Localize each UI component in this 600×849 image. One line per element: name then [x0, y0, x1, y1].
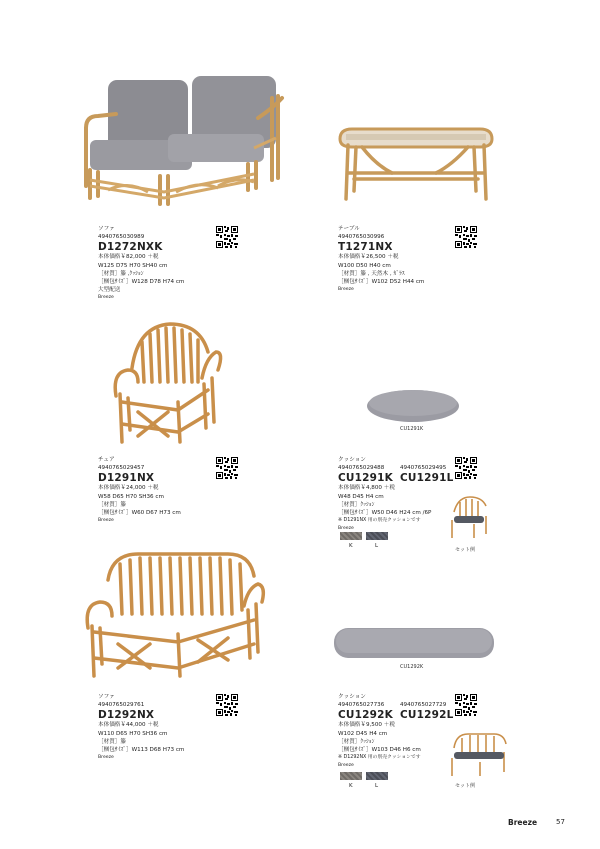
product-category: テーブル — [338, 226, 360, 232]
delivery-note: 大型配送 — [98, 287, 121, 294]
color-swatch-l[interactable] — [366, 532, 388, 540]
price: 本体価格￥26,500 ＋税 — [338, 254, 399, 261]
model-number-k: CU1291K — [338, 472, 393, 485]
pack-size: ［梱包ｻｲｽﾞ］W60 D67 H73 cm — [98, 510, 181, 517]
set-example-sofa-image — [446, 730, 510, 778]
pack-size: ［梱包ｻｲｽﾞ］W128 D78 H74 cm — [98, 279, 185, 286]
model-number: D1292NX — [98, 709, 155, 722]
cushion-cu1291k-image — [364, 388, 462, 424]
set-example-label: セット例 — [455, 547, 476, 553]
pack-size: ［梱包ｻｲｽﾞ］W102 D52 H44 cm — [338, 279, 425, 286]
price: 本体価格￥4,800 ＋税 — [338, 485, 395, 492]
cushion-note: ※ D1291NX 用の別売クッションです — [338, 518, 421, 524]
size: W48 D45 H4 cm — [338, 493, 384, 500]
product-spec-table-t1271nx — [338, 225, 424, 294]
product-spec-cushion-cu1291 — [338, 456, 462, 534]
pack-size: ［梱包ｻｲｽﾞ］W103 D46 H6 cm — [338, 747, 421, 754]
cushion-image-label: CU1291K — [400, 426, 424, 432]
brand-label: Breeze — [98, 295, 114, 301]
pack-size: ［梱包ｻｲｽﾞ］W50 D46 H24 cm /6P — [338, 510, 432, 517]
qr-code[interactable] — [455, 457, 477, 479]
qr-code[interactable] — [216, 694, 238, 716]
size: W100 D50 H40 cm — [338, 262, 391, 269]
jan-code-k: 4940765029488 — [338, 465, 385, 472]
size: W125 D75 H70 SH40 cm — [98, 262, 168, 269]
brand-label: Breeze — [338, 287, 354, 293]
cushion-image-label: CU1292K — [400, 664, 424, 670]
product-category: クッション — [338, 457, 366, 463]
material: ［材質］籐 ,ｸｯｼｮﾝ — [98, 270, 144, 277]
brand-label: Breeze — [338, 763, 354, 769]
product-spec-sofa-d1292nx — [98, 693, 184, 762]
cushion-cu1292k-image — [332, 626, 496, 660]
brand-label: Breeze — [338, 526, 354, 532]
qr-code[interactable] — [216, 457, 238, 479]
price: 本体価格￥9,500 ＋税 — [338, 722, 395, 729]
jan-code: 4940765030996 — [338, 234, 385, 241]
model-number: D1272NXK — [98, 241, 163, 254]
model-number-l: CU1291L — [400, 472, 454, 485]
pack-size: ［梱包ｻｲｽﾞ］W113 D68 H73 cm — [98, 747, 185, 754]
qr-code[interactable] — [455, 694, 477, 716]
sofa-d1292nx-image — [78, 548, 268, 680]
price: 本体価格￥24,000 ＋税 — [98, 485, 159, 492]
set-example-chair-image — [446, 494, 494, 540]
jan-code: 4940765029457 — [98, 465, 145, 472]
swatch-label-l: L — [375, 543, 379, 549]
brand-label: Breeze — [98, 755, 114, 761]
qr-code[interactable] — [455, 226, 477, 248]
swatch-label-k: K — [349, 543, 353, 549]
price: 本体価格￥44,000 ＋税 — [98, 722, 159, 729]
jan-code: 4940765030989 — [98, 234, 145, 241]
size: W58 D65 H70 SH36 cm — [98, 493, 164, 500]
chair-d1291nx-image — [108, 318, 226, 448]
model-number-l: CU1292L — [400, 709, 454, 722]
cushion-note: ※ D1292NX 用の別売クッションです — [338, 755, 421, 761]
sofa-d1272nxk-image — [68, 68, 298, 208]
model-number: T1271NX — [338, 241, 393, 254]
jan-code-l: 4940765027729 — [400, 702, 447, 709]
size: W102 D45 H4 cm — [338, 730, 388, 737]
jan-codes — [338, 701, 462, 709]
model-number: D1291NX — [98, 472, 155, 485]
size: W110 D65 H70 SH36 cm — [98, 730, 168, 737]
color-swatch-k[interactable] — [340, 772, 362, 780]
model-number-k: CU1292K — [338, 709, 393, 722]
table-t1271nx-image — [332, 125, 497, 205]
product-spec-cushion-cu1292 — [338, 693, 462, 771]
model-numbers — [338, 472, 462, 484]
color-swatch-k[interactable] — [340, 532, 362, 540]
product-spec-sofa-d1272nxk — [98, 225, 184, 303]
product-category: クッション — [338, 694, 366, 700]
jan-codes — [338, 464, 462, 472]
footer-brand: Breeze — [508, 818, 538, 827]
material: ［材質］籐 — [98, 738, 126, 745]
material: ［材質］籐 , 天然木 , ｶﾞﾗｽ — [338, 270, 405, 277]
material: ［材質］ｸｯｼｮﾝ — [338, 738, 375, 745]
model-numbers — [338, 709, 462, 721]
product-category: ソファ — [98, 226, 115, 232]
product-category: ソファ — [98, 694, 115, 700]
jan-code-k: 4940765027736 — [338, 702, 385, 709]
qr-code[interactable] — [216, 226, 238, 248]
product-spec-chair-d1291nx — [98, 456, 181, 525]
set-example-label: セット例 — [455, 783, 476, 789]
color-swatch-l[interactable] — [366, 772, 388, 780]
material: ［材質］籐 — [98, 501, 126, 508]
price: 本体価格￥82,000 ＋税 — [98, 254, 159, 261]
product-category: チェア — [98, 457, 115, 463]
jan-code: 4940765029761 — [98, 702, 145, 709]
page-number: 57 — [556, 818, 565, 826]
material: ［材質］ｸｯｼｮﾝ — [338, 501, 375, 508]
brand-label: Breeze — [98, 518, 114, 524]
jan-code-l: 4940765029495 — [400, 465, 447, 472]
swatch-label-k: K — [349, 783, 353, 789]
swatch-label-l: L — [375, 783, 379, 789]
